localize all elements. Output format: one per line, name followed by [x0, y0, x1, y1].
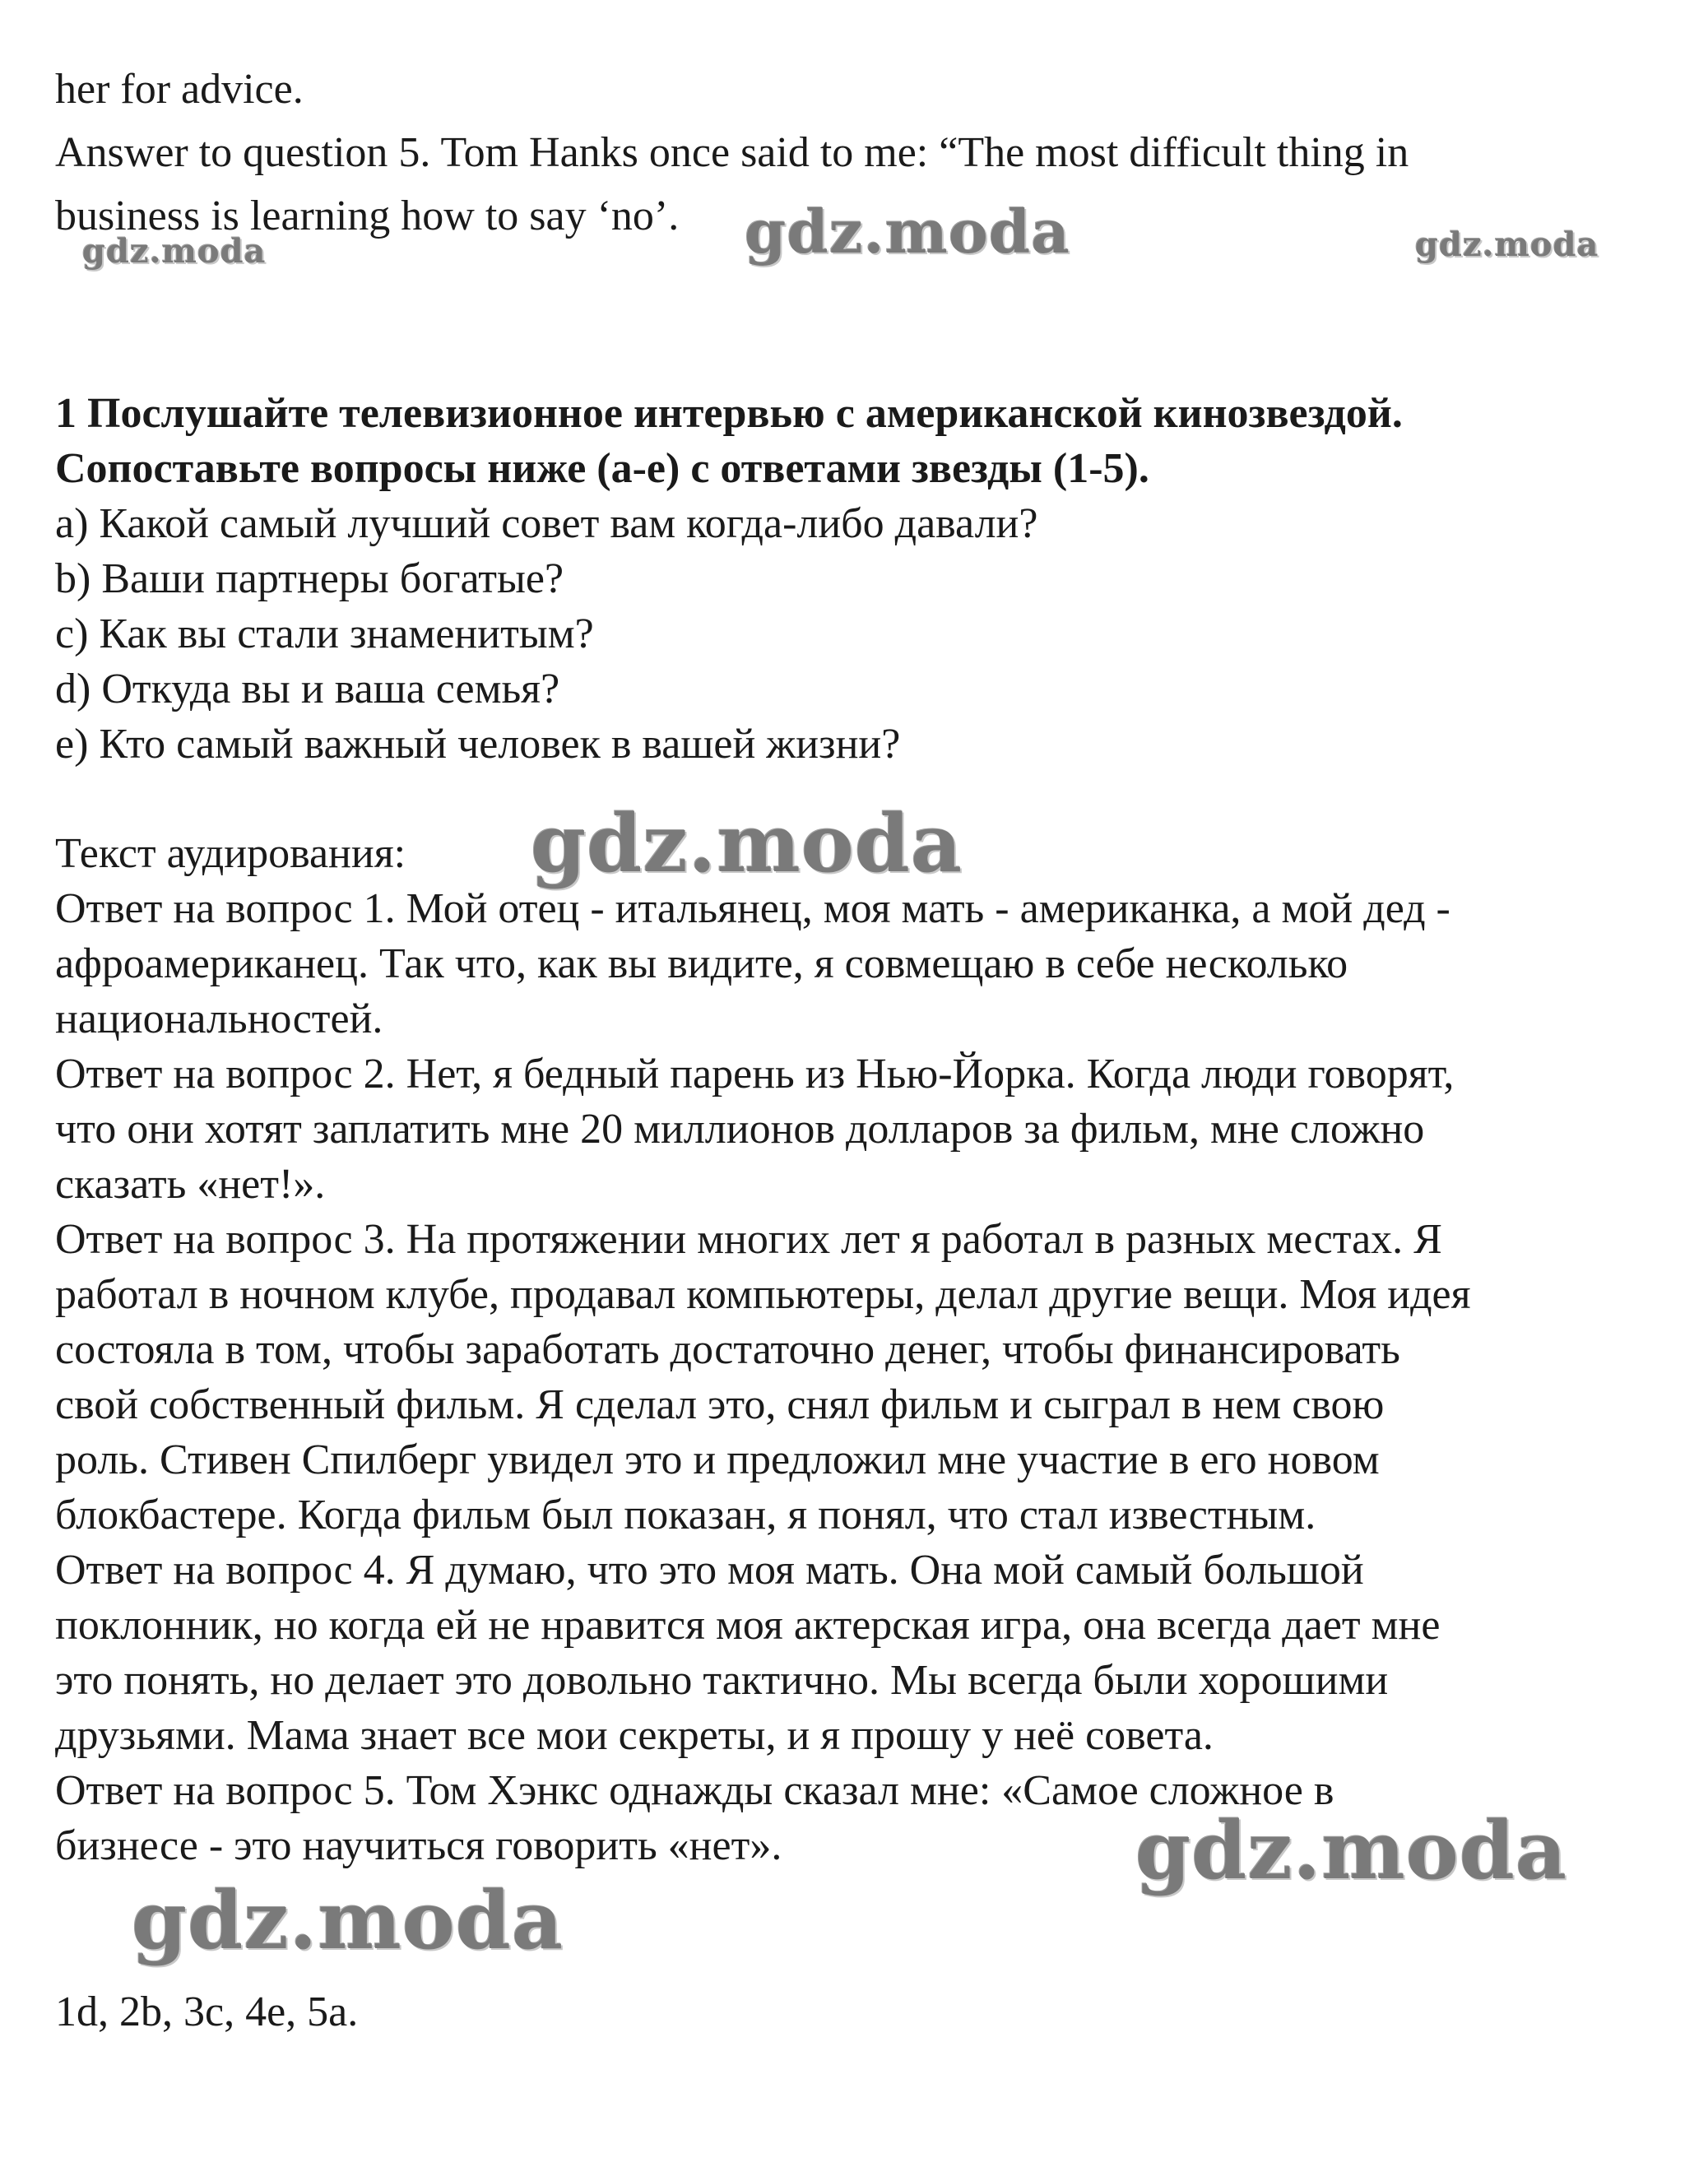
- transcript-line: роль. Стивен Спилберг увидел это и предложил мне участие в его новом: [55, 1436, 1380, 1483]
- watermark-logo: gdz.moda: [531, 797, 963, 890]
- english-line: Answer to question 5. Tom Hanks once said to me: “The most difficult thing in: [55, 129, 1409, 176]
- answer-key: 1d, 2b, 3c, 4e, 5a.: [55, 1988, 359, 2035]
- transcript-line: друзьями. Мама знает все мои секреты, и я прошу у неё совета.: [55, 1712, 1214, 1759]
- watermark-logo: gdz.moda: [1135, 1804, 1568, 1897]
- question-item: a) Какой самый лучший совет вам когда-либо давали?: [55, 500, 1038, 547]
- question-item: b) Ваши партнеры богатые?: [55, 555, 564, 602]
- transcript-line: работал в ночном клубе, продавал компьютеры, делал другие вещи. Моя идея: [55, 1271, 1471, 1318]
- watermark-logo: gdz.moda: [1415, 225, 1599, 264]
- task-heading-line: Сопоставьте вопросы ниже (a-e) с ответами звезды (1-5).: [55, 445, 1149, 492]
- transcript-line: Ответ на вопрос 2. Нет, я бедный парень из Нью-Йорка. Когда люди говорят,: [55, 1051, 1455, 1097]
- english-line: business is learning how to say ‘no’.: [55, 193, 680, 239]
- transcript-line: свой собственный фильм. Я сделал это, снял фильм и сыграл в нем свою: [55, 1381, 1385, 1428]
- question-item: e) Кто самый важный человек в вашей жизни?: [55, 721, 901, 768]
- watermark-logo: gdz.moda: [132, 1874, 564, 1967]
- question-item: c) Как вы стали знаменитым?: [55, 610, 594, 657]
- task-heading-line: 1 Послушайте телевизионное интервью с американской кинозвездой.: [55, 390, 1403, 437]
- transcript-label: Текст аудирования:: [55, 830, 406, 877]
- english-line: her for advice.: [55, 66, 304, 113]
- transcript-line: сказать «нет!».: [55, 1161, 326, 1208]
- question-item: d) Откуда вы и ваша семья?: [55, 666, 560, 712]
- transcript-line: что они хотят заплатить мне 20 миллионов долларов за фильм, мне сложно: [55, 1106, 1425, 1153]
- watermark-logo: gdz.moda: [82, 232, 267, 271]
- transcript-line: блокбастере. Когда фильм был показан, я понял, что стал известным.: [55, 1492, 1316, 1538]
- transcript-line: Ответ на вопрос 1. Мой отец - итальянец, моя мать - американка, а мой дед -: [55, 885, 1450, 932]
- transcript-line: Ответ на вопрос 3. На протяжении многих лет я работал в разных местах. Я: [55, 1216, 1442, 1263]
- transcript-line: это понять, но делает это довольно тактично. Мы всегда были хорошими: [55, 1657, 1389, 1704]
- transcript-line: национальностей.: [55, 995, 383, 1042]
- transcript-line: поклонник, но когда ей не нравится моя актерская игра, она всегда дает мне: [55, 1602, 1441, 1649]
- transcript-line: афроамериканец. Так что, как вы видите, я совмещаю в себе несколько: [55, 940, 1348, 987]
- transcript-line: Ответ на вопрос 4. Я думаю, что это моя мать. Она мой самый большой: [55, 1547, 1364, 1594]
- transcript-line: состояла в том, чтобы заработать достаточно денег, чтобы финансировать: [55, 1326, 1400, 1373]
- transcript-line: Ответ на вопрос 5. Том Хэнкс однажды сказал мне: «Самое сложное в: [55, 1767, 1334, 1814]
- watermark-logo: gdz.moda: [745, 197, 1070, 267]
- transcript-line: бизнесе - это научиться говорить «нет».: [55, 1822, 782, 1869]
